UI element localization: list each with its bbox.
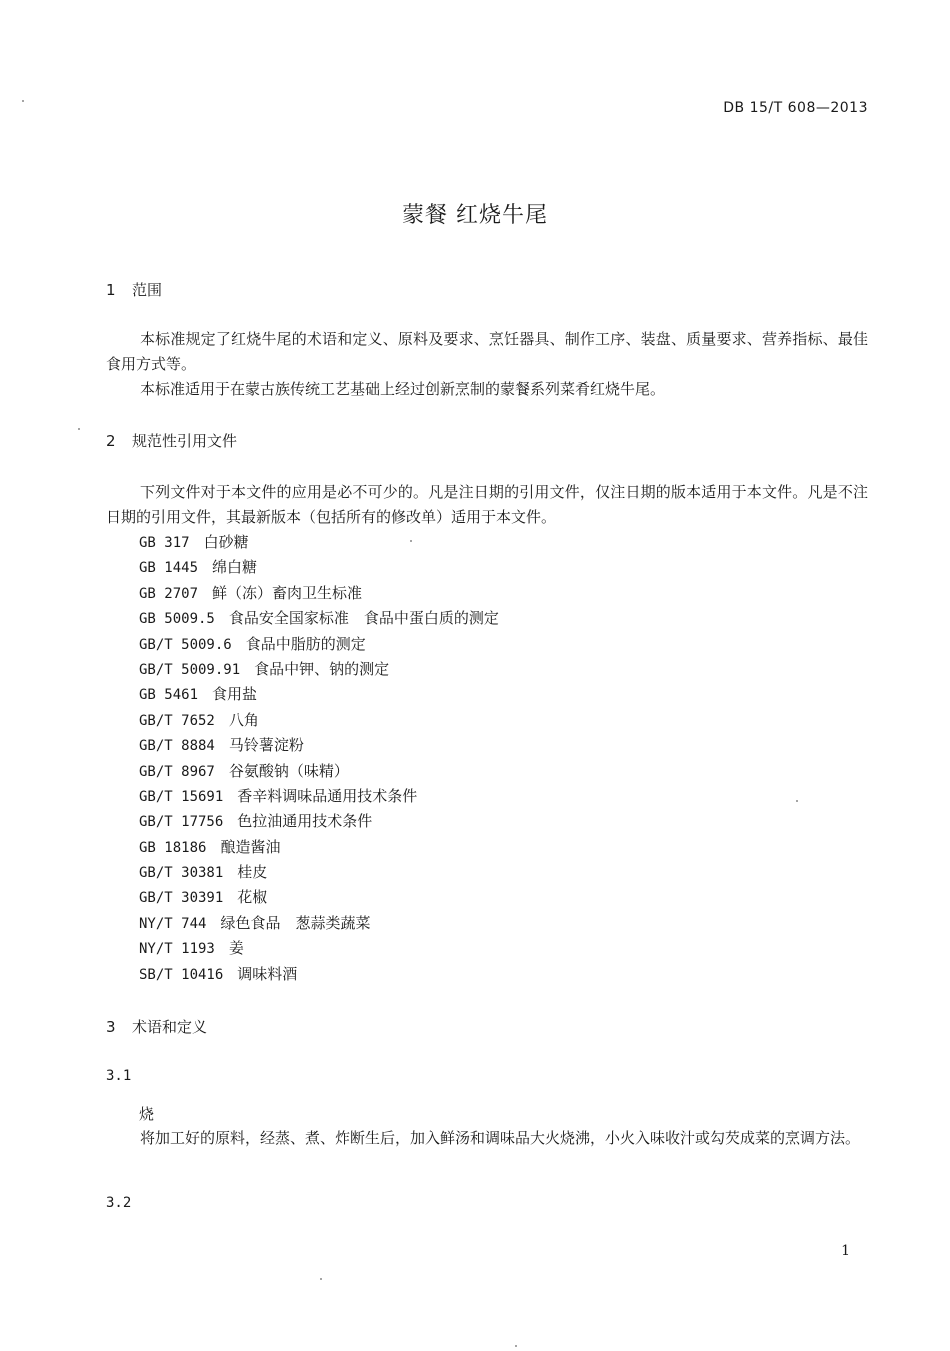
section-number: 3	[106, 1018, 116, 1036]
reference-item	[139, 555, 499, 580]
reference-name: 食品中钾、钠的测定	[254, 659, 390, 678]
scan-speck	[78, 428, 80, 430]
reference-code: GB 317	[139, 535, 190, 551]
reference-code: GB/T 7652	[139, 712, 215, 729]
reference-name: 香辛料调味品通用技术条件	[237, 786, 418, 805]
references-intro: 下列文件对于本文件的应用是必不可少的。凡是注日期的引用文件，仅注日期的版本适用于本文件。凡是不注日期的引用文件，其最新版本（包括所有的修改单）适用于本文件。	[106, 483, 868, 526]
reference-name: 花椒	[237, 888, 268, 907]
reference-item	[139, 530, 499, 555]
reference-code: GB/T 17756	[139, 814, 224, 831]
reference-name: 绿色食品 葱蒜类蔬菜	[220, 913, 371, 932]
scan-speck	[22, 100, 24, 102]
scan-speck	[410, 540, 412, 542]
reference-item	[139, 784, 499, 809]
reference-name: 鲜（冻）畜肉卫生标准	[212, 583, 363, 602]
reference-name: 酿造酱油	[220, 837, 281, 856]
reference-list	[139, 530, 499, 987]
reference-code: NY/T 744	[139, 915, 207, 932]
subsection-3-2-number: 3.2	[106, 1195, 132, 1211]
reference-code: SB/T 10416	[139, 966, 224, 983]
reference-item	[139, 936, 499, 961]
reference-name: 绵白糖	[212, 558, 258, 577]
reference-item	[139, 860, 499, 885]
reference-name: 白砂糖	[203, 533, 249, 551]
reference-item	[139, 759, 499, 784]
section-number: 2	[106, 432, 116, 450]
section-1-heading	[106, 279, 162, 300]
reference-code: GB/T 30391	[139, 890, 224, 907]
reference-item	[139, 835, 499, 860]
reference-code: GB/T 30381	[139, 865, 224, 882]
reference-name: 八角	[228, 710, 259, 729]
reference-item	[139, 809, 499, 834]
reference-code: NY/T 1193	[139, 941, 215, 958]
reference-code: GB 5461	[139, 687, 199, 704]
reference-code: GB 1445	[139, 560, 199, 577]
reference-item	[139, 682, 499, 707]
reference-name: 食用盐	[212, 685, 258, 704]
section-title: 范围	[132, 281, 163, 299]
reference-name: 食品安全国家标准 食品中蛋白质的测定	[228, 609, 499, 628]
reference-item	[139, 581, 499, 606]
reference-code: GB/T 8967	[139, 763, 215, 780]
section-number: 1	[106, 281, 116, 299]
scope-paragraph-1: 本标准规定了红烧牛尾的术语和定义、原料及要求、烹饪器具、制作工序、装盘、质量要求、营养指标、最佳食用方式等。	[106, 330, 868, 373]
scope-paragraph-2: 本标准适用于在蒙古族传统工艺基础上经过创新烹制的蒙餐系列菜肴红烧牛尾。	[140, 380, 666, 398]
reference-item	[139, 962, 499, 987]
section-2-heading	[106, 430, 237, 451]
reference-item	[139, 606, 499, 631]
reference-item	[139, 911, 499, 936]
reference-name: 谷氨酸钠（味精）	[228, 761, 349, 780]
term-shao: 烧	[139, 1105, 155, 1123]
reference-item	[139, 708, 499, 733]
page-number: 1	[841, 1243, 850, 1259]
reference-name: 色拉油通用技术条件	[237, 812, 373, 831]
reference-name: 姜	[228, 939, 244, 958]
term-definition: 将加工好的原料，经蒸、煮、炸断生后，加入鲜汤和调味品大火烧沸，小火入味收汁或勾芡成菜的烹调方法。	[140, 1129, 861, 1147]
scan-speck	[796, 800, 798, 802]
reference-code: GB/T 5009.6	[139, 636, 232, 653]
reference-item	[139, 632, 499, 657]
reference-item	[139, 657, 499, 682]
scan-speck	[320, 1278, 322, 1280]
reference-code: GB/T 5009.91	[139, 661, 241, 678]
reference-name: 调味料酒	[237, 964, 298, 983]
scan-speck	[515, 1345, 517, 1347]
reference-name: 食品中脂肪的测定	[245, 634, 366, 653]
reference-code: GB 2707	[139, 585, 199, 602]
reference-name: 马铃薯淀粉	[228, 736, 304, 755]
reference-item	[139, 885, 499, 910]
reference-code: GB/T 8884	[139, 738, 215, 755]
subsection-3-1-number: 3.1	[106, 1068, 132, 1084]
reference-code: GB/T 15691	[139, 788, 224, 805]
reference-item	[139, 733, 499, 758]
section-title: 术语和定义	[132, 1018, 208, 1036]
section-3-heading	[106, 1016, 207, 1037]
reference-code: GB 5009.5	[139, 611, 215, 628]
reference-name: 桂皮	[237, 863, 268, 882]
reference-code: GB 18186	[139, 839, 207, 856]
section-title: 规范性引用文件	[132, 432, 238, 450]
document-title: 蒙餐 红烧牛尾	[402, 203, 548, 228]
standard-code: DB 15/T 608—2013	[723, 100, 868, 116]
